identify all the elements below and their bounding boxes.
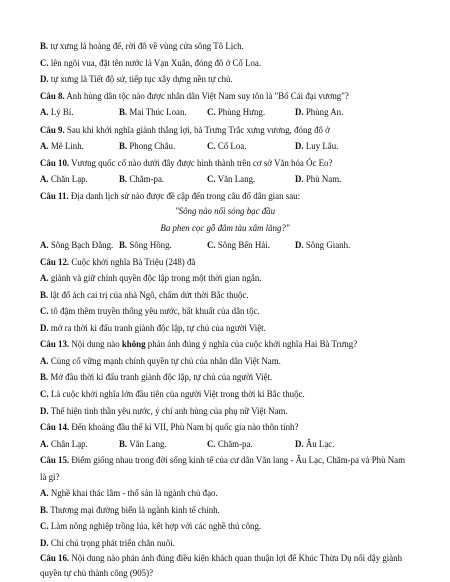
option-text: Mai Thúc Loan. (127, 107, 187, 117)
option-letter: D. (40, 538, 49, 548)
question-text: Nội dung nào (69, 339, 122, 349)
option-c (207, 106, 265, 118)
option-text: Văn Lang. (127, 439, 167, 449)
question-12 (40, 256, 412, 268)
option-a (40, 140, 84, 152)
option-letter: B. (119, 240, 128, 250)
option-letter: C. (40, 521, 49, 531)
option-c (207, 140, 246, 152)
option-text: Phùng An. (303, 107, 344, 117)
option-b (40, 289, 412, 301)
option-text: Phong Châu. (127, 141, 176, 151)
option-letter: D. (295, 141, 304, 151)
option-letter: B. (119, 174, 128, 184)
option-letter: C. (207, 240, 216, 250)
option-text: lật đổ ách cai trị của nhà Ngô, chấm dứt thời Bắc thuộc. (48, 290, 249, 300)
option-text: Thương mại đường biển là ngành kinh tế chính. (48, 505, 220, 515)
option-letter: A. (40, 240, 49, 250)
question-text: Vương quốc cổ nào dưới đây được hình thành trên cơ sở Văn hóa Óc Eo? (69, 158, 333, 168)
question-number: Câu 12. (40, 257, 70, 267)
option-c (207, 438, 253, 450)
poem-line: "Sông nào nổi sóng bạc đầu (174, 206, 276, 216)
option-b (119, 173, 164, 185)
option-d (295, 173, 341, 185)
option-letter: D. (40, 323, 49, 333)
option-letter: D. (295, 107, 304, 117)
option-text: Sông Gianh. (303, 240, 351, 250)
option-letter: C. (40, 306, 49, 316)
option-letter: C. (207, 141, 216, 151)
option-letter: D. (295, 240, 304, 250)
option-letter: D. (40, 406, 49, 416)
question-16-continued: quyền tự chủ thành công (905)? (40, 568, 154, 578)
option-letter: A. (40, 488, 49, 498)
option-letter: C. (40, 389, 49, 399)
option-text: Cổ Loa. (215, 141, 247, 151)
question-text: Điểm giống nhau trong đời sống kinh tế của cư dân Văn lang - Âu Lạc, Chăm-pa và Phù Nam (69, 455, 406, 465)
option-text: Phù Nam. (303, 174, 342, 184)
option-b (119, 438, 167, 450)
option-letter: A. (40, 107, 49, 117)
option-text: Sông Hồng. (127, 240, 172, 250)
option-d (295, 106, 343, 118)
question-15-continued: là gì? (40, 472, 60, 482)
question-14-options (40, 438, 420, 450)
option-letter: B. (40, 505, 49, 515)
option-text: Chăn Lạp. (48, 174, 88, 184)
option-letter: D. (40, 74, 49, 84)
option-a (40, 272, 412, 284)
option-text: Sông Bến Hải. (215, 240, 270, 250)
option-text: Lý Bí. (48, 107, 74, 117)
option-a (40, 239, 113, 251)
option-text: Làm nông nghiệp trồng lúa, kết hợp với các nghề thủ công. (48, 521, 262, 531)
option-a (40, 438, 88, 450)
question-14 (40, 421, 412, 433)
question-text: Anh hùng dân tộc nào được nhân dân Việt Nam suy tôn là "Bố Cái đại vương"? (64, 91, 349, 101)
option-c (40, 388, 412, 400)
option-b (40, 371, 412, 383)
option-d (295, 239, 350, 251)
question-keyword: không (121, 339, 146, 349)
option-text: Văn Lang. (215, 174, 256, 184)
poem-line: Ba phen cọc gỗ đâm tàu xâm lăng?" (160, 223, 290, 233)
option-text: lên ngôi vua, đặt tên nước là Vạn Xuân, đóng đô ở Cổ Loa. (48, 58, 262, 68)
option-a (40, 355, 412, 367)
question-11 (40, 190, 412, 202)
option-text: tự xưng là Tiết độ sứ, tiếp tục xây dựng nền tự chủ. (48, 74, 233, 84)
option-letter: A. (40, 174, 49, 184)
option-text: Chăm-pa. (215, 439, 253, 449)
question-number: Câu 13. (40, 339, 70, 349)
option-letter: D. (295, 174, 304, 184)
option-c (40, 305, 412, 317)
question-number: Câu 11. (40, 191, 69, 201)
option-letter: A. (40, 439, 49, 449)
question-text: phản ánh đúng ý nghĩa của cuộc khởi nghĩa Hai Bà Trưng? (145, 339, 358, 349)
option-text: Phùng Hưng. (215, 107, 266, 117)
option-a (40, 106, 74, 118)
option-d (295, 438, 334, 450)
option-text: mở ra thời kì đấu tranh giành độc lập, tự chủ của người Việt. (48, 323, 266, 333)
question-text: Sau khi khởi nghĩa giành thắng lợi, bà Trưng Trắc xưng vương, đóng đô ở (64, 125, 330, 135)
option-text: Nghề khai thác lâm - thổ sản là ngành chủ đạo. (48, 488, 218, 498)
option-text: Chỉ chú trọng phát triển chăn nuôi. (48, 538, 175, 548)
question-text: Địa danh lịch sử nào được đề cập đến trong câu đố dân gian sau: (68, 191, 301, 201)
option-letter: D. (295, 439, 304, 449)
option-b (119, 106, 187, 118)
option-b (119, 239, 172, 251)
option-line (40, 57, 412, 69)
question-10-options (40, 173, 420, 185)
question-11-options (40, 239, 420, 251)
option-text: Mở đầu thời kì đấu tranh giành độc lập, tự chủ của người Việt. (48, 372, 273, 382)
option-c (40, 520, 412, 532)
question-number: Câu 16. (40, 553, 70, 563)
option-letter: A. (40, 356, 49, 366)
question-9-options (40, 140, 420, 152)
option-text: Âu Lạc. (303, 439, 335, 449)
option-text: Là cuộc khởi nghĩa lớn đầu tiên của người Việt trong thời kì Bắc thuộc. (48, 389, 305, 399)
option-text: Thể hiện tinh thần yêu nước, ý chí anh hùng của phụ nữ Việt Nam. (48, 406, 288, 416)
question-13 (40, 338, 412, 350)
option-d (40, 322, 412, 334)
option-d (40, 537, 412, 549)
option-line (40, 73, 412, 85)
question-number: Câu 10. (40, 158, 70, 168)
option-a (40, 173, 88, 185)
option-letter: B. (119, 141, 128, 151)
option-text: giành và giữ chính quyền độc lập trong một thời gian ngắn. (48, 273, 262, 283)
option-text: Mê Linh. (48, 141, 84, 151)
question-8-options (40, 106, 420, 118)
option-letter: B. (119, 107, 128, 117)
option-letter: A. (40, 141, 49, 151)
option-text: Luy Lâu. (303, 141, 339, 151)
question-number: Câu 14. (40, 422, 70, 432)
question-8 (40, 90, 412, 102)
question-text: Nội dung nào phản ánh đúng điều kiện khách quan thuận lợi để Khúc Thừa Dụ nổi dậy giành (69, 553, 403, 563)
option-c (207, 173, 255, 185)
question-text: Cuộc khởi nghĩa Bà Triệu (248) đã (69, 257, 196, 267)
option-text: Chăm-pa. (127, 174, 165, 184)
question-number: Câu 9. (40, 125, 65, 135)
option-letter: C. (207, 439, 216, 449)
option-text: tự xưng là hoàng đế, rời đô về vùng cửa sông Tô Lịch. (48, 41, 244, 51)
question-10 (40, 157, 412, 169)
option-letter: B. (40, 41, 49, 51)
option-line (40, 40, 412, 52)
option-text: Chân Lạp. (48, 439, 88, 449)
option-letter: B. (40, 372, 49, 382)
option-text: Củng cố vững mạnh chính quyền tự chủ của nhân dân Việt Nam. (48, 356, 281, 366)
option-d (40, 405, 412, 417)
option-letter: B. (119, 439, 128, 449)
option-text: Sông Bạch Đằng. (48, 240, 114, 250)
option-letter: B. (40, 290, 49, 300)
option-text: tô đậm thêm truyền thống yêu nước, bất khuất của dân tộc. (48, 306, 260, 316)
question-number: Câu 15. (40, 455, 70, 465)
option-b (119, 140, 175, 152)
question-text: Đến khoảng đầu thế kỉ VII, Phù Nam bị quốc gia nào thôn tính? (69, 422, 299, 432)
question-15 (40, 454, 412, 466)
option-letter: C. (40, 58, 49, 68)
option-letter: C. (207, 174, 216, 184)
question-16 (40, 552, 412, 564)
question-9 (40, 124, 412, 136)
option-c (207, 239, 270, 251)
option-letter: A. (40, 273, 49, 283)
question-number: Câu 8. (40, 91, 65, 101)
option-d (295, 140, 338, 152)
option-a (40, 487, 412, 499)
option-b (40, 504, 412, 516)
option-letter: C. (207, 107, 216, 117)
